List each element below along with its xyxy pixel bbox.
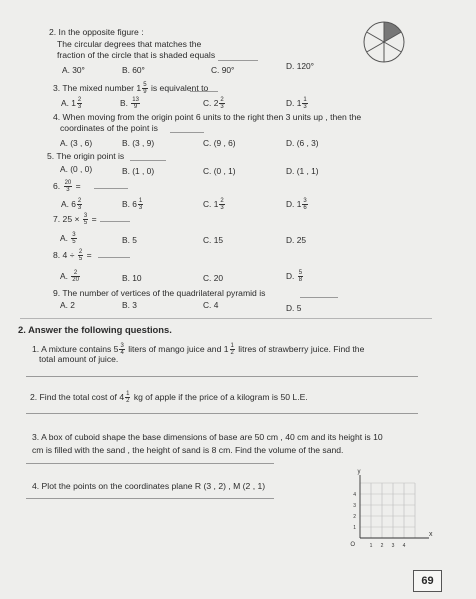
part2-q3-line2: cm is filled with the sand , the height of sand is 8 cm. Find the volume of the sand. <box>32 445 344 455</box>
part2-q3-line1: 3. A box of cuboid shape the base dimensions of base are 50 cm , 40 cm and its height is 10 <box>32 432 383 442</box>
q8-answer-blank <box>98 257 130 258</box>
q2-option-a: A. 30° <box>62 65 85 75</box>
q3-option-b: B. $\frac{13}{9}$ <box>120 97 139 111</box>
q2-option-b: B. 60° <box>122 65 145 75</box>
q3-option-d: D. 1 $\frac{1}{3}$ <box>286 97 307 111</box>
q3-fraction: $\frac{5}{9}$ <box>143 82 147 96</box>
part2-q2-answer-line <box>26 413 418 414</box>
q5-option-a: A. (0 , 0) <box>60 164 93 174</box>
y-tick-label: 1 <box>353 525 356 531</box>
y-tick-label: 3 <box>353 503 356 509</box>
y-tick-label: 4 <box>353 492 356 498</box>
x-tick-label: 3 <box>391 543 395 549</box>
q6-answer-blank <box>94 188 128 189</box>
q9-option-a: A. 2 <box>60 300 75 310</box>
part2-title: 2. Answer the following questions. <box>18 324 172 335</box>
y-tick-label: 2 <box>353 514 356 520</box>
q2-option-d: D. 120° <box>286 61 315 71</box>
q3-option-c: C. 2 $\frac{2}{3}$ <box>203 97 224 111</box>
q2-option-c: C. 90° <box>211 65 235 75</box>
part2-q3-answer-line <box>26 463 274 464</box>
page-number-box <box>413 570 442 592</box>
q9-line1: 9. The number of vertices of the quadrilateral pyramid is <box>53 288 266 298</box>
y-axis-label: y <box>357 469 361 475</box>
q8-option-d: D. $\frac{5}{8}$ <box>286 270 303 284</box>
q5-option-d: D. (1 , 1) <box>286 166 319 176</box>
q6-option-d: D. 1 $\frac{3}{6}$ <box>286 198 307 212</box>
q4-option-d: D. (6 , 3) <box>286 138 319 148</box>
part2-q1-line2: total amount of juice. <box>39 354 119 364</box>
q8-option-a: A. $\frac{2}{20}$ <box>60 270 79 284</box>
q5-option-b: B. (1 , 0) <box>122 166 155 176</box>
q5-line1: 5. The origin point is <box>47 151 125 161</box>
q4-option-a: A. (3 , 6) <box>60 138 93 148</box>
coordinate-grid <box>336 469 446 558</box>
q4-line2: coordinates of the point is <box>60 123 158 133</box>
q2-answer-blank <box>218 60 258 61</box>
part2-q4-answer-line <box>26 498 274 499</box>
q6-option-a: A. 6 $\frac{2}{3}$ <box>61 198 82 212</box>
x-tick-label: 4 <box>402 543 406 549</box>
q9-option-d: D. 5 <box>286 303 302 313</box>
section-divider <box>20 318 432 319</box>
q4-line1: 4. When moving from the origin point 6 units to the right then 3 units up , then the <box>53 112 362 122</box>
q7-question: 7. 25 × $\frac{3}{5}$ = <box>53 213 97 227</box>
q6-option-c: C. 1 $\frac{2}{3}$ <box>203 198 224 212</box>
page-number: 69 <box>421 575 434 587</box>
q9-option-b: B. 3 <box>122 300 137 310</box>
x-tick-label: 2 <box>380 543 384 549</box>
q7-answer-blank <box>100 221 130 222</box>
q6-option-b: B. 6 $\frac{1}{3}$ <box>122 198 143 212</box>
part2-q4-line1: 4. Plot the points on the coordinates plane R (3 , 2) , M (2 , 1) <box>32 481 266 491</box>
part2-q2-line1: 2. Find the total cost of 4 $\frac{1}{2}$ kg of apple if the price of a kilogram is 50 L.E. <box>30 391 308 405</box>
origin-label: O <box>350 542 355 548</box>
x-axis-label: x <box>429 531 433 538</box>
q3-answer-blank <box>190 91 218 92</box>
q9-option-c: C. 4 <box>203 300 219 310</box>
q4-option-b: B. (3 , 9) <box>122 138 155 148</box>
shaded-circle-figure <box>362 20 406 64</box>
part2-q1-line1: 1. A mixture contains 5 $\frac{3}{4}$ liters of mango juice and 1 $\frac{1}{2}$ litres of strawberry juice. Find the <box>32 343 365 357</box>
q9-answer-blank <box>300 297 338 298</box>
q7-option-d: D. 25 <box>286 235 307 245</box>
x-tick-label: 1 <box>369 543 373 549</box>
q4-answer-blank <box>170 132 204 133</box>
q2-line1: The circular degrees that matches the <box>57 39 202 49</box>
q5-option-c: C. (0 , 1) <box>203 166 236 176</box>
q3-option-a: A. 1 $\frac{2}{3}$ <box>61 97 82 111</box>
q7-option-a: A. $\frac{3}{5}$ <box>60 232 76 246</box>
q3-question: 3. The mixed number 1 $\frac{5}{9}$ is equivalent to <box>53 82 209 96</box>
q4-option-c: C. (9 , 6) <box>203 138 236 148</box>
q2-line2: fraction of the circle that is shaded equals <box>57 50 216 60</box>
q8-option-b: B. 10 <box>122 273 142 283</box>
q7-option-c: C. 15 <box>203 235 224 245</box>
q7-option-b: B. 5 <box>122 235 137 245</box>
q2-title: 2. In the opposite figure : <box>49 27 144 37</box>
q6-question: 6. $\frac{20}{3}$ = <box>53 180 81 194</box>
q8-question: 8. 4 ÷ $\frac{2}{5}$ = <box>53 249 92 263</box>
q8-option-c: C. 20 <box>203 273 224 283</box>
q5-answer-blank <box>130 160 166 161</box>
part2-q1-answer-line <box>26 376 418 377</box>
